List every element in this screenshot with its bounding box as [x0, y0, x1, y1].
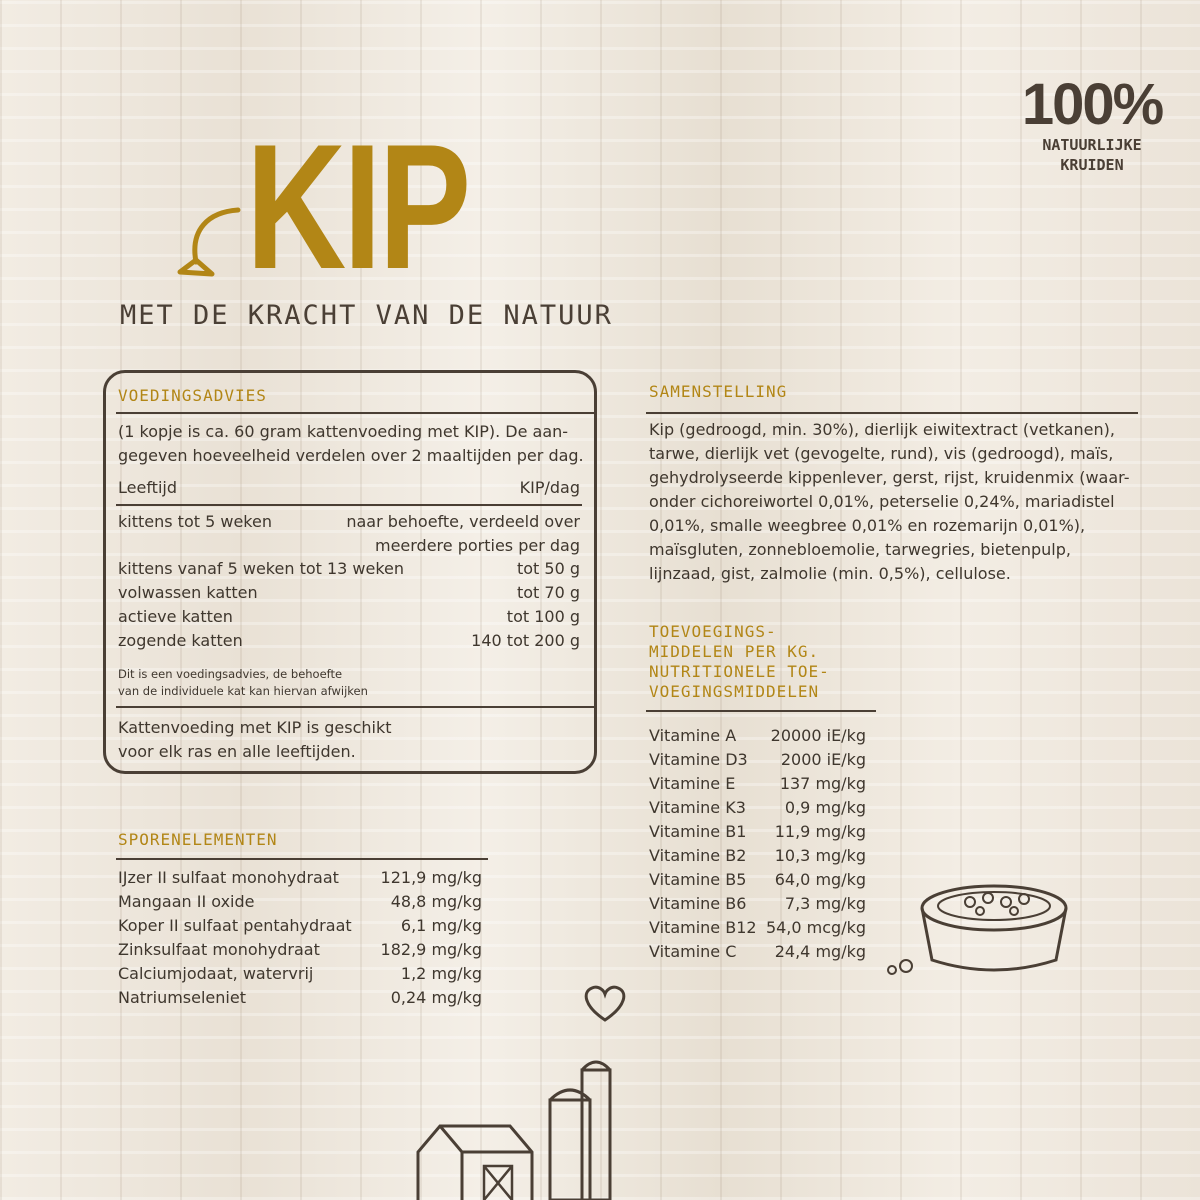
row-age: zogende katten: [118, 631, 243, 650]
divider: [116, 504, 582, 506]
row-age: kittens vanaf 5 weken tot 13 weken: [118, 559, 405, 578]
composition-text: [649, 418, 1139, 586]
table-row: [649, 748, 866, 772]
table-row: [649, 796, 866, 820]
feeding-note-line-2: van de individuele kat kan hiervan afwijken: [118, 684, 368, 698]
table-row: [649, 916, 866, 940]
trace-name: Mangaan II oxide: [118, 892, 255, 911]
feeding-table-header: [118, 476, 580, 500]
vitamin-value: 11,9 mg/kg: [774, 822, 866, 841]
divider: [646, 710, 876, 712]
vitamin-value: 20000 iE/kg: [770, 726, 866, 745]
table-row: [118, 605, 580, 629]
row-age: volwassen katten: [118, 583, 258, 602]
table-row: [649, 940, 866, 964]
vitamin-name: Vitamine B6: [649, 894, 747, 913]
composition-line: Kip (gedroogd, min. 30%), dierlijk eiwitextract (vetkanen),: [649, 420, 1115, 439]
vitamin-value: 0,9 mg/kg: [784, 798, 866, 817]
col-age-header: Leeftijd: [118, 478, 177, 497]
table-row: [118, 629, 580, 653]
additives-heading-line: MIDDELEN PER KG.: [649, 642, 820, 661]
feeding-footer: [118, 716, 518, 764]
table-row: [649, 844, 866, 868]
vitamin-name: Vitamine C: [649, 942, 737, 961]
trace-name: Koper II sulfaat pentahydraat: [118, 916, 352, 935]
badge-line-2: KRUIDEN: [1060, 156, 1124, 174]
table-row: [118, 557, 580, 581]
divider: [116, 412, 596, 414]
trace-name: IJzer II sulfaat monohydraat: [118, 868, 339, 887]
table-row: [649, 772, 866, 796]
table-row: [118, 581, 580, 605]
additives-heading: [649, 622, 889, 702]
row-age: kittens tot 5 weken: [118, 512, 272, 531]
table-row: [118, 938, 482, 962]
row-amount: 140 tot 200 g: [471, 631, 580, 650]
row-amount: tot 70 g: [516, 583, 580, 602]
table-row: [118, 890, 482, 914]
vitamin-value: 137 mg/kg: [779, 774, 866, 793]
trace-value: 121,9 mg/kg: [380, 868, 482, 887]
composition-line: gehydrolyseerde kippenlever, gerst, rijst, kruidenmix (waar-: [649, 468, 1130, 487]
vitamin-name: Vitamine B1: [649, 822, 747, 841]
table-row: [118, 534, 580, 558]
farm-illustration: [400, 1040, 630, 1200]
additives-heading-line: VOEGINGSMIDDELEN: [649, 682, 820, 701]
composition-line: onder cichoreiwortel 0,01%, peterselie 0,24%, mariadistel: [649, 492, 1115, 511]
vitamin-name: Vitamine D3: [649, 750, 748, 769]
feeding-note: [118, 666, 418, 700]
vitamin-name: Vitamine E: [649, 774, 736, 793]
divider: [116, 706, 596, 708]
trace-value: 48,8 mg/kg: [390, 892, 482, 911]
table-row: [118, 986, 482, 1010]
composition-line: tarwe, dierlijk vet (gevogelte, rund), vis (gedroogd), maïs,: [649, 444, 1114, 463]
composition-line: maïsgluten, zonnebloemolie, tarwegries, bietenpulp,: [649, 540, 1071, 559]
vitamin-value: 10,3 mg/kg: [774, 846, 866, 865]
composition-heading: SAMENSTELLING: [649, 382, 788, 401]
table-row: [649, 820, 866, 844]
tagline: MET DE KRACHT VAN DE NATUUR: [120, 300, 613, 331]
feeding-intro-line-1: (1 kopje is ca. 60 gram kattenvoeding met KIP). De aan-: [118, 422, 569, 441]
composition-line: 0,01%, smalle weegbree 0,01% en rozemarijn 0,01%),: [649, 516, 1086, 535]
trace-value: 182,9 mg/kg: [380, 940, 482, 959]
trace-name: Zinksulfaat monohydraat: [118, 940, 320, 959]
vitamin-name: Vitamine B5: [649, 870, 747, 889]
feeding-intro-line-2: gegeven hoeveelheid verdelen over 2 maaltijden per dag.: [118, 446, 584, 465]
curved-arrow-icon: [168, 200, 248, 290]
trace-name: Calciumjodaat, watervrij: [118, 964, 314, 983]
composition-line: lijnzaad, gist, zalmolie (min. 0,5%), cellulose.: [649, 564, 1011, 583]
trace-elements-heading: SPORENELEMENTEN: [118, 830, 278, 849]
row-age: actieve katten: [118, 607, 233, 626]
table-row: [118, 962, 482, 986]
col-amount-header: KIP/dag: [519, 478, 580, 497]
trace-value: 6,1 mg/kg: [400, 916, 482, 935]
vitamin-name: Vitamine A: [649, 726, 737, 745]
heart-icon: [578, 980, 632, 1026]
vitamin-name: Vitamine B2: [649, 846, 747, 865]
trace-value: 0,24 mg/kg: [390, 988, 482, 1007]
table-row: [118, 510, 580, 534]
natural-herbs-badge: [1012, 72, 1172, 174]
vitamin-value: 7,3 mg/kg: [784, 894, 866, 913]
table-row: [649, 724, 866, 748]
vitamin-value: 2000 iE/kg: [780, 750, 866, 769]
vitamin-value: 54,0 mcg/kg: [765, 918, 866, 937]
product-title: KIP: [246, 107, 469, 306]
table-row: [118, 866, 482, 890]
row-amount: tot 100 g: [506, 607, 580, 626]
feeding-advice-heading: VOEDINGSADVIES: [118, 386, 267, 405]
feeding-note-line-1: Dit is een voedingsadvies, de behoefte: [118, 667, 343, 681]
feeding-intro: [118, 420, 588, 468]
additives-heading-line: NUTRITIONELE TOE-: [649, 662, 830, 681]
food-bowl-illustration: [884, 880, 1084, 980]
vitamin-name: Vitamine K3: [649, 798, 746, 817]
additives-heading-line: TOEVOEGINGS-: [649, 622, 777, 641]
table-row: [649, 892, 866, 916]
table-row: [649, 868, 866, 892]
vitamin-value: 24,4 mg/kg: [774, 942, 866, 961]
feeding-footer-line-2: voor elk ras en alle leeftijden.: [118, 742, 356, 761]
vitamin-name: Vitamine B12: [649, 918, 757, 937]
row-amount: meerdere porties per dag: [374, 536, 580, 555]
badge-percentage: 100%: [1021, 72, 1163, 137]
divider: [116, 858, 488, 860]
feeding-footer-line-1: Kattenvoeding met KIP is geschikt: [118, 718, 392, 737]
badge-line-1: NATUURLIJKE: [1042, 136, 1142, 154]
row-amount: tot 50 g: [516, 559, 580, 578]
row-amount: naar behoefte, verdeeld over: [346, 512, 580, 531]
table-row: [118, 914, 482, 938]
trace-name: Natriumseleniet: [118, 988, 246, 1007]
vitamin-value: 64,0 mg/kg: [774, 870, 866, 889]
trace-value: 1,2 mg/kg: [400, 964, 482, 983]
divider: [646, 412, 1138, 414]
